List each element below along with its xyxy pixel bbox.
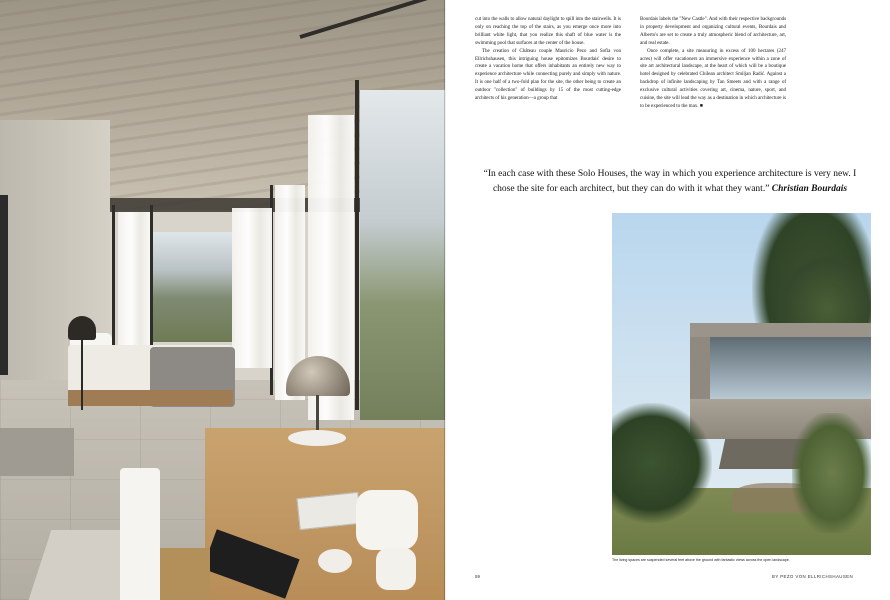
house-roof [690,323,871,337]
shrub [792,413,871,533]
magazine [296,492,361,530]
paragraph: Once complete, a site measuring in excess of 100 hectares (247 acres) will offer vacationers an immersive experience within a zone of site art architectural landscape, at the heart of which will be a boutique hotel designed by celebrated Chilean architect Smiljan Radić. Against a backdrop of infinite landscaping by Tan Smeets and with a range of exclusive cultural activities covering art, cinema, nature, sport, and cuisine, the site will lead the way as a destination in which architecture is to be experienced to the max. ■ [640,47,786,109]
page-number: 59 [475,574,480,579]
pull-quote [475,167,865,196]
landscape-view-right [360,90,445,420]
paragraph: Bourdais labels the "New Castle". And with their respective backgrounds in property development and organizing cultural events, Bourdais and Alberto's are set to create a truly atmospheric blend of architecture, art, and real estate. [640,16,786,46]
paragraph: The creation of Château couple Mauricio Pezo and Sofia von Ellrichshausen, this intriguing house epitomizes Bourdais' desire to create a vacation home that offers inhabitants an entirely new way to experience architecture while connecting purely and simply with nature. It is one half of a two-fold plan for the site, the other being to create an outdoor "collection" of buildings by 15 of the most cutting-edge architects of his generation—a group that [475,47,621,102]
window-mullion [150,205,153,355]
lamp-stand [81,340,83,410]
bed-frame [68,390,233,406]
curtain [232,208,272,368]
page-gutter [444,0,446,600]
white-chair [120,468,160,600]
concrete-bench [0,428,74,476]
text-column-2 [640,16,786,111]
ceramic-vase [376,548,416,590]
oak-tree [612,403,712,523]
table-lamp-base [288,430,346,446]
pull-quote-text: “In each case with these Solo Houses, the way in which you experience architecture is very new. I chose the site for each architect, but they can do with it what they want.” [483,169,857,194]
house-glazing [710,337,871,399]
photo-credit: BY PEZO VON ELLRICHSHAUSEN [772,574,854,579]
text-column-1 [475,16,621,103]
ceramic-bowl [318,549,352,573]
ceramic-jug [356,490,418,550]
photo-caption: The living spaces are suspended several feet above the ground with fantastic views across the open landscape. [612,558,790,562]
window-mullion [112,205,115,365]
side-window [0,195,8,375]
table-lamp-stem [316,395,319,435]
pull-quote-attribution: Christian Bourdais [771,183,848,194]
paragraph: cut into the walls to allow natural daylight to spill into the stairwells. It is only on reaching the top of the stairs, as you emerge once more into brilliant white light, that you realize this shaft of blue water is the swimming pool that surfaces at the center of the house. [475,16,621,46]
exterior-photo [612,213,871,555]
landscape-view [150,232,235,342]
bedside-lamp [68,316,96,340]
curtain [118,212,150,352]
window-mullion [355,80,359,410]
